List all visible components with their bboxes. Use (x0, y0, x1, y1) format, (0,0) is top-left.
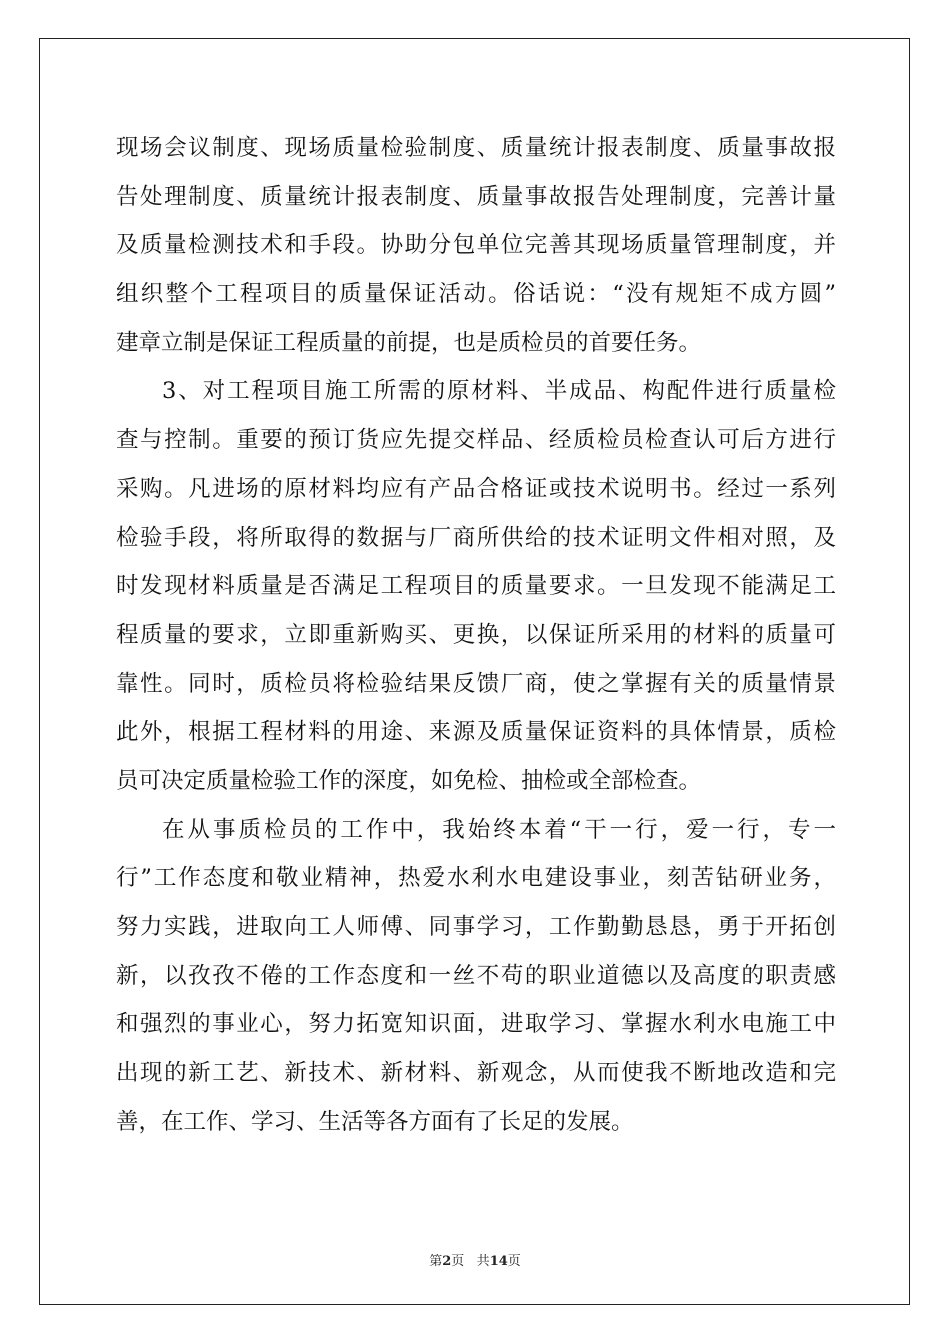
text-line: 努力实践，进取向工人师傅、同事学习，工作勤勤恳恳，勇于开拓创 (116, 914, 836, 940)
text-line: 行”工作态度和敬业精神，热爱水利水电建设事业，刻苦钻研业务， (116, 865, 836, 892)
page-footer (0, 1250, 950, 1269)
text-line: 程质量的要求，立即重新购买、更换，以保证所采用的材料的质量可 (116, 621, 836, 648)
text-line: 组织整个工程项目的质量保证活动。俗话说：“没有规矩不成方圆” (116, 281, 836, 308)
text-line: 靠性。同时，质检员将检验结果反馈厂商，使之掌握有关的质量情景 (116, 670, 836, 697)
footer-prefix: 第 (429, 1254, 443, 1269)
paragraph-3 (116, 806, 836, 1147)
text-line: 此外，根据工程材料的用途、来源及质量保证资料的具体情景，质检 (116, 719, 836, 746)
paragraph-1 (116, 124, 836, 367)
text-line: 查与控制。重要的预订货应先提交样品、经质检员检查认可后方进行 (116, 427, 836, 454)
current-page-number: 2 (442, 1254, 452, 1269)
text-line: 善，在工作、学习、生活等各方面有了长足的发展。 (116, 1108, 634, 1135)
text-line: 时发现材料质量是否满足工程项目的质量要求。一旦发现不能满足工 (116, 573, 836, 600)
text-line: 员可决定质量检验工作的深度，如免检、抽检或全部检查。 (116, 767, 702, 794)
text-line: 和强烈的事业心，努力拓宽知识面，进取学习、掌握水利水电施工中 (116, 1011, 836, 1038)
text-line: 建章立制是保证工程质量的前提，也是质检员的首要任务。 (116, 329, 702, 356)
text-line: 在从事质检员的工作中，我始终本着“干一行，爱一行，专一 (162, 816, 836, 843)
text-line: 及质量检测技术和手段。协助分包单位完善其现场质量管理制度，并 (116, 232, 836, 259)
text-line: 检验手段，将所取得的数据与厂商所供给的技术证明文件相对照，及 (116, 524, 836, 551)
footer-total-prefix: 共 (476, 1254, 490, 1269)
total-pages-number: 14 (489, 1254, 508, 1269)
text-line: 新，以孜孜不倦的工作态度和一丝不苟的职业道德以及高度的职责感 (116, 962, 836, 989)
footer-total-unit: 页 (507, 1254, 521, 1269)
text-line: 告处理制度、质量统计报表制度、质量事故报告处理制度，完善计量 (116, 183, 836, 210)
text-line: 出现的新工艺、新技术、新材料、新观念，从而使我不断地改造和完 (116, 1060, 836, 1087)
paragraph-2 (116, 367, 836, 805)
text-line: 现场会议制度、现场质量检验制度、质量统计报表制度、质量事故报 (116, 135, 836, 161)
text-line: 3、对工程项目施工所需的原材料、半成品、构配件进行质量检 (162, 378, 836, 405)
footer-page-unit: 页 (451, 1254, 465, 1269)
document-body (116, 124, 836, 1146)
text-line: 采购。凡进场的原材料均应有产品合格证或技术说明书。经过一系列 (116, 475, 836, 502)
